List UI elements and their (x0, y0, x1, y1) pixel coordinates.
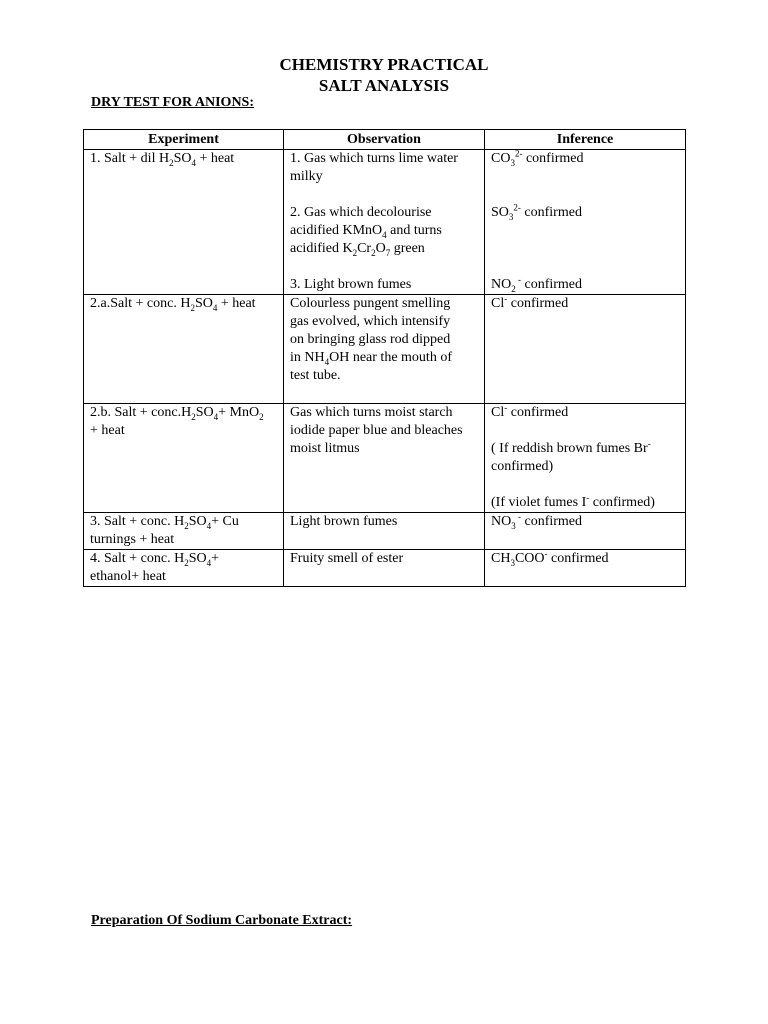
blank-line (491, 476, 679, 494)
cell-line: Cl- confirmed (491, 402, 569, 420)
cell-line: turnings + heat (90, 532, 175, 547)
cell-experiment (84, 295, 284, 404)
cell-line: 1. Gas which turns lime water (290, 151, 458, 166)
cell-line: milky (290, 169, 323, 184)
salt-analysis-table (83, 129, 686, 587)
cell-line: $SO_3^{2-}$ confirmed (491, 202, 582, 222)
cell-line: Light brown fumes (290, 514, 398, 529)
cell-line: iodide paper blue and bleaches (290, 423, 463, 438)
cell-line: Fruity smell of ester (290, 551, 404, 566)
section-heading-sodium-carbonate-extract: Preparation Of Sodium Carbonate Extract: (91, 913, 353, 928)
cell-line: 3. Salt + conc. $H_2SO_4+ Cu$ (90, 514, 239, 531)
blank-line (491, 258, 679, 276)
cell-line: in $NH_4OH$ near the mouth of (290, 350, 452, 367)
table-header-row (84, 130, 686, 150)
document-subtitle: SALT ANALYSIS (318, 76, 450, 95)
cell-line: gas evolved, which intensify (290, 314, 451, 329)
cell-experiment (84, 550, 284, 587)
cell-line: $CH_3COO^-$ confirmed (491, 548, 609, 568)
cell-line: $NO_3$ - confirmed (491, 511, 583, 531)
blank-line (290, 258, 478, 276)
cell-line: test tube. (290, 368, 341, 383)
cell-line: + heat (90, 423, 125, 438)
blank-line (290, 186, 478, 204)
cell-experiment (84, 150, 284, 295)
table-row (84, 513, 686, 550)
cell-line: $CO_3^{2-}$ confirmed (491, 148, 584, 168)
cell-line: $NO_2$ - confirmed (491, 274, 583, 294)
cell-line: acidified $K_2Cr_2O_7$ green (290, 241, 425, 258)
blank-line (491, 186, 679, 204)
cell-line: 4. Salt + conc. $H_2SO_4+$ (90, 551, 220, 568)
cell-line: (If violet fumes I- confirmed) (491, 492, 655, 510)
cell-inference (485, 295, 686, 404)
cell-line: 2.a.Salt + conc. $H_2SO_4$ + heat (90, 296, 256, 313)
cell-line: Colourless pungent smelling (290, 296, 451, 311)
cell-line: on bringing glass rod dipped (290, 332, 451, 347)
cell-line: ( If reddish brown fumes Br- (491, 438, 651, 456)
cell-line: 2. Gas which decolourise (290, 205, 432, 220)
section-heading-dry-test: DRY TEST FOR ANIONS: (91, 95, 255, 110)
cell-line: 3. Light brown fumes (290, 277, 412, 292)
cell-observation (284, 550, 485, 587)
table-body (84, 150, 686, 587)
cell-observation (284, 404, 485, 513)
header-observation: Observation (284, 130, 485, 150)
cell-observation (284, 150, 485, 295)
cell-line: ethanol+ heat (90, 569, 166, 584)
table-row (84, 550, 686, 587)
table-row (84, 150, 686, 295)
cell-line: moist litmus (290, 441, 360, 456)
cell-inference (485, 550, 686, 587)
cell-line: acidified KMnO$_4$ and turns (290, 223, 442, 240)
cell-line: confirmed) (491, 459, 554, 474)
blank-line (491, 168, 679, 186)
blank-line (491, 422, 679, 440)
header-experiment: Experiment (84, 130, 284, 150)
cell-inference (485, 513, 686, 550)
cell-inference (485, 404, 686, 513)
cell-observation (284, 513, 485, 550)
blank-line (491, 240, 679, 258)
blank-line (290, 385, 478, 403)
cell-experiment (84, 404, 284, 513)
cell-inference (485, 150, 686, 295)
cell-observation (284, 295, 485, 404)
document-title: CHEMISTRY PRACTICAL (279, 55, 489, 74)
table-row (84, 295, 686, 404)
cell-line: Cl- confirmed (491, 293, 569, 311)
header-inference: Inference (485, 130, 686, 150)
cell-line: 1. Salt + dil $H_2SO_4$ + heat (90, 151, 235, 168)
cell-experiment (84, 513, 284, 550)
cell-line: 2.b. Salt + $conc.H_2SO_4+ MnO_2$ (90, 405, 264, 422)
cell-line: Gas which turns moist starch (290, 405, 453, 420)
table-row (84, 404, 686, 513)
blank-line (491, 222, 679, 240)
